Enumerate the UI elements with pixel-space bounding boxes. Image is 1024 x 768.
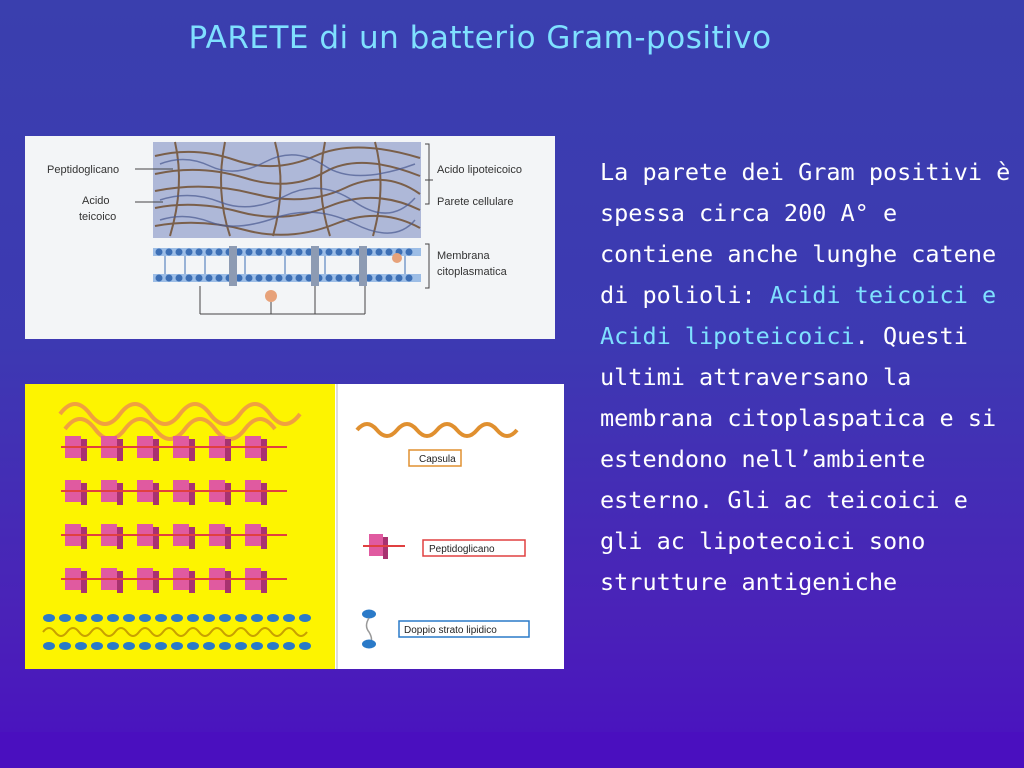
label-peptidoglicano: Peptidoglicano: [47, 164, 120, 176]
cell-wall-illustration: [25, 384, 564, 669]
label-acido-teicoico-2: teicoico: [79, 211, 117, 223]
body-text-rest: . Questi ultimi attraversano la membrana citoplaspatica e si estendono nell’ambiente esterno. Gli ac teicoici e gli ac lipotecoici sono strutture antigeniche: [600, 322, 997, 596]
label-membrana-2: citoplasmatica: [437, 266, 507, 278]
label-acido-lipoteicoico: Acido lipoteicoico: [437, 164, 522, 176]
body-text-intro: La parete dei Gram positivi è spessa circa 200 A° e contiene anche lunghe catene di polioli:: [600, 158, 1011, 309]
legend-capsula: Capsula: [419, 454, 456, 465]
cell-wall-diagram: [25, 136, 555, 339]
label-acido-teicoico-1: Acido: [82, 195, 110, 207]
label-parete-cellulare: Parete cellulare: [437, 196, 514, 208]
legend-doppio-strato: Doppio strato lipidico: [404, 625, 497, 636]
footer-band: [0, 732, 1024, 768]
slide-body-text: [600, 152, 1015, 603]
body-text-highlight: Acidi teicoici e Acidi lipoteicoici: [600, 281, 997, 350]
slide-title: PARETE di un batterio Gram-positivo: [188, 20, 772, 56]
label-membrana-1: Membrana: [437, 250, 490, 262]
legend-peptidoglicano: Peptidoglicano: [429, 544, 495, 555]
